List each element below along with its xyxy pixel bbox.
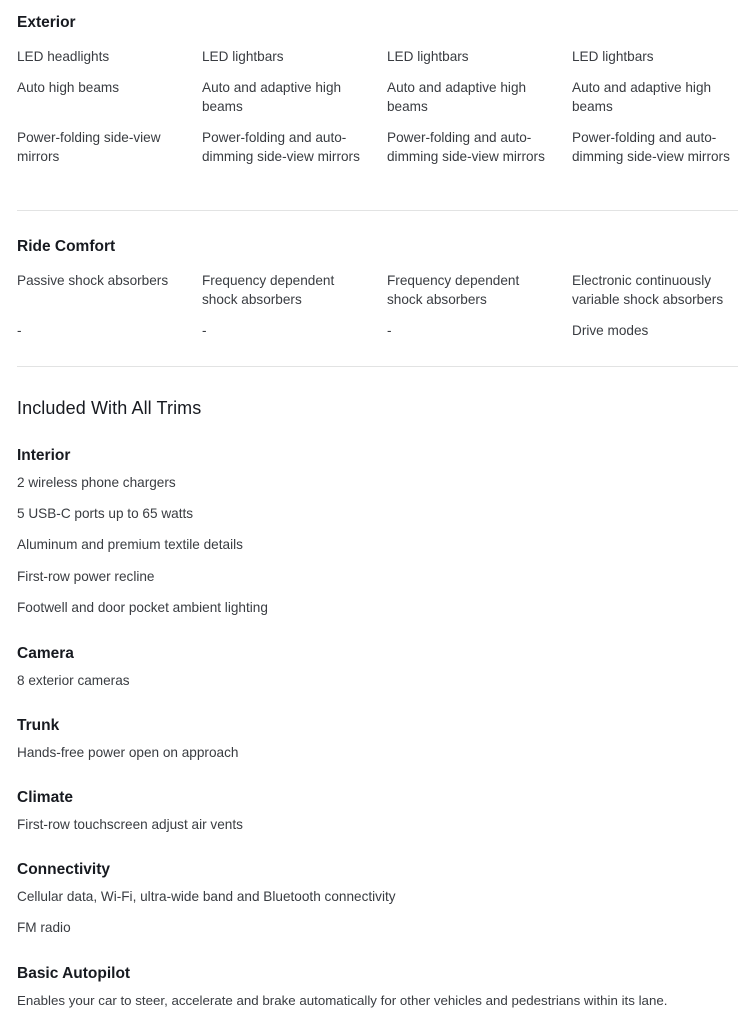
spec-cell: LED headlights — [17, 49, 110, 64]
spec-cell: Auto and adaptive high beams — [572, 80, 712, 114]
list-item: Hands-free power open on approach — [17, 745, 239, 760]
list-item: 2 wireless phone chargers — [17, 475, 176, 490]
spec-cell: Frequency dependent shock absorbers — [387, 273, 520, 307]
spec-cell: Power-folding and auto-dimming side-view mirrors — [202, 130, 360, 164]
section-divider — [17, 366, 738, 367]
spec-cell: Auto and adaptive high beams — [202, 80, 342, 114]
spec-cell: Drive modes — [572, 323, 649, 338]
list-item: First-row touchscreen adjust air vents — [17, 817, 243, 832]
all-trims-heading: Included With All Trims — [17, 398, 202, 418]
spec-cell: LED lightbars — [387, 49, 469, 64]
spec-cell: - — [202, 323, 207, 338]
exterior-heading: Exterior — [17, 14, 76, 31]
spec-cell: Electronic continuously variable shock absorbers — [572, 273, 724, 307]
list-item: Footwell and door pocket ambient lighting — [17, 600, 268, 615]
connectivity-heading: Connectivity — [17, 861, 111, 878]
list-item: 5 USB-C ports up to 65 watts — [17, 506, 194, 521]
list-item: Aluminum and premium textile details — [17, 537, 243, 552]
climate-heading: Climate — [17, 789, 73, 806]
list-item: Cellular data, Wi-Fi, ultra-wide band and Bluetooth connectivity — [17, 889, 396, 904]
list-item: FM radio — [17, 920, 71, 935]
spec-cell: LED lightbars — [202, 49, 284, 64]
list-item: 8 exterior cameras — [17, 673, 130, 688]
spec-cell: Passive shock absorbers — [17, 273, 169, 288]
ride-comfort-heading: Ride Comfort — [17, 238, 116, 255]
spec-cell: Auto and adaptive high beams — [387, 80, 527, 114]
spec-cell: Power-folding and auto-dimming side-view mirrors — [572, 130, 730, 164]
spec-cell: Frequency dependent shock absorbers — [202, 273, 335, 307]
camera-heading: Camera — [17, 645, 74, 662]
spec-cell: - — [387, 323, 392, 338]
list-item: Enables your car to steer, accelerate and brake automatically for other vehicles and pedestrians within its lane. — [17, 993, 668, 1008]
spec-cell: Power-folding and auto-dimming side-view mirrors — [387, 130, 545, 164]
interior-heading: Interior — [17, 447, 71, 464]
spec-cell: - — [17, 323, 22, 338]
trunk-heading: Trunk — [17, 717, 60, 734]
list-item: First-row power recline — [17, 569, 155, 584]
spec-cell: Auto high beams — [17, 80, 120, 95]
basic-autopilot-heading: Basic Autopilot — [17, 965, 131, 982]
spec-cell: LED lightbars — [572, 49, 654, 64]
section-divider — [17, 210, 738, 211]
spec-cell: Power-folding side-view mirrors — [17, 130, 161, 164]
